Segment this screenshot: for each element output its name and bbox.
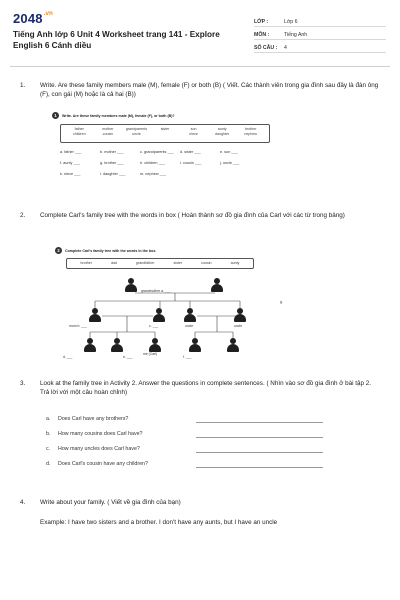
tree-label: grandmother a. ___ bbox=[141, 289, 171, 293]
question-number: 3. bbox=[20, 380, 26, 387]
logo-suffix: .vn bbox=[43, 11, 54, 17]
exercise-2-title bbox=[55, 247, 156, 254]
tree-label: uncle bbox=[185, 324, 194, 328]
meta-subject-row bbox=[254, 27, 386, 40]
sub-question-letter: c. bbox=[46, 446, 51, 452]
person-icon bbox=[149, 338, 161, 352]
exercise-item: j. uncle ___ bbox=[220, 161, 240, 165]
box-word bbox=[151, 132, 180, 136]
meta-count-label: SỐ CÂU : bbox=[254, 45, 278, 51]
answer-line[interactable] bbox=[196, 422, 323, 423]
exercise-item: g. brother ___ bbox=[100, 161, 124, 165]
header-divider bbox=[10, 66, 390, 67]
box-word: grandfather bbox=[136, 261, 155, 265]
word-box-1 bbox=[60, 124, 270, 143]
sub-question-text: Does Carl have any brothers? bbox=[58, 416, 129, 422]
meta-class-label: LỚP : bbox=[254, 19, 269, 25]
box-word: mother bbox=[102, 127, 114, 131]
person-icon bbox=[125, 278, 137, 292]
exercise-1-items bbox=[60, 150, 260, 183]
box-word: cousin bbox=[102, 132, 114, 136]
answer-line[interactable] bbox=[196, 467, 323, 468]
exercise-item: e. son ___ bbox=[220, 150, 238, 154]
exercise-item: m. nephew ___ bbox=[140, 172, 166, 176]
box-word: dad bbox=[110, 261, 117, 265]
exercise-item: f. aunty ___ bbox=[60, 161, 80, 165]
box-word: children bbox=[72, 132, 86, 136]
exercise-item: h. children ___ bbox=[140, 161, 165, 165]
sub-question-letter: a. bbox=[46, 416, 51, 422]
exercise-1-title bbox=[52, 112, 175, 119]
person-icon bbox=[184, 308, 196, 322]
meta-class-row bbox=[254, 14, 386, 27]
person-icon bbox=[111, 338, 123, 352]
box-word: uncle bbox=[132, 132, 141, 136]
exercise-title-text: Write. Are these family members male (M), female (F), or both (B)? bbox=[62, 113, 175, 118]
sub-question-a bbox=[46, 416, 326, 426]
exercise-title-text: Complete Carl's family tree with the words in the box. bbox=[65, 248, 157, 253]
tree-label: uncle bbox=[234, 324, 243, 328]
answer-line[interactable] bbox=[196, 437, 323, 438]
box-word: aunty bbox=[230, 261, 240, 265]
box-word: daughter bbox=[215, 132, 230, 136]
box-word: aunty bbox=[217, 127, 227, 131]
exercise-item: a. father ___ bbox=[60, 150, 82, 154]
tree-label: c. ___ bbox=[149, 324, 159, 328]
person-icon bbox=[153, 308, 165, 322]
meta-count-value: 4 bbox=[284, 45, 287, 51]
person-icon bbox=[84, 338, 96, 352]
meta-count-row bbox=[254, 40, 386, 53]
logo-text: 2048 bbox=[13, 11, 43, 26]
question-text: Look at the family tree in Activity 2. Answer the questions in complete sentences. ( Nhìn vào sơ đồ gia đình ở bài tập 2. Trả lời với một câu hoàn chỉnh) bbox=[40, 380, 371, 396]
meta-subject-value: Tiếng Anh bbox=[284, 32, 308, 38]
question-number: 2. bbox=[20, 212, 26, 219]
question-text: Write. Are these family members male (M), female (F) or both (B) ( Viết. Các thành viên trong gia đình sau đây là đàn ông (F), con gái (M) hoặc là cả hai (B)) bbox=[40, 82, 379, 98]
answer-line[interactable] bbox=[196, 452, 323, 453]
exercise-1-row bbox=[60, 172, 260, 183]
sub-question-d bbox=[46, 461, 326, 471]
exercise-item: b. mother ___ bbox=[100, 150, 124, 154]
exercise-item bbox=[220, 172, 260, 183]
box-word: nephew bbox=[244, 132, 257, 136]
exercise-item: l. daughter ___ bbox=[100, 172, 126, 176]
box-word: grandparents bbox=[125, 127, 148, 131]
question-text: Complete Carl's family tree with the words in box ( Hoàn thành sơ đồ gia đình của Carl với các từ trong bảng) bbox=[40, 212, 345, 219]
sub-question-text: Does Carl's cousin have any children? bbox=[58, 461, 148, 467]
tree-label: me (Carl) bbox=[143, 352, 158, 356]
exercise-badge: 2 bbox=[55, 247, 62, 254]
tree-label: g. bbox=[280, 300, 283, 304]
tree-label: e. ___ bbox=[123, 355, 133, 359]
exercise-item: d. sister ___ bbox=[180, 150, 201, 154]
person-icon bbox=[234, 308, 246, 322]
box-word: brother bbox=[245, 127, 257, 131]
page-title: Tiếng Anh lớp 6 Unit 4 Worksheet trang 141 - Explore English 6 Cánh diều bbox=[13, 30, 220, 50]
box-word: father bbox=[74, 127, 84, 131]
person-icon bbox=[227, 338, 239, 352]
family-tree bbox=[55, 272, 295, 364]
exercise-item: k. niece ___ bbox=[60, 172, 81, 176]
exercise-1-row bbox=[60, 150, 260, 161]
exercise-badge: 1 bbox=[52, 112, 59, 119]
tree-label: mom b. ___ bbox=[69, 324, 87, 328]
exercise-item: i. cousin ___ bbox=[180, 161, 202, 165]
sub-question-letter: d. bbox=[46, 461, 51, 467]
meta-info bbox=[254, 14, 386, 53]
box-word: sister bbox=[160, 127, 170, 131]
sub-question-c bbox=[46, 446, 326, 456]
tree-label: f. ___ bbox=[183, 355, 192, 359]
sub-question-text: How many cousins does Carl have? bbox=[58, 431, 143, 437]
tree-label: d. ___ bbox=[63, 355, 73, 359]
meta-subject-label: MÔN : bbox=[254, 32, 270, 38]
exercise-item bbox=[180, 172, 220, 183]
box-word: sister bbox=[173, 261, 183, 265]
sub-question-b bbox=[46, 431, 326, 441]
exercise-1-row bbox=[60, 161, 260, 172]
example-text: Example: I have two sisters and a brother. I don't have any aunts, but I have an uncle bbox=[40, 519, 278, 526]
word-box-2 bbox=[66, 258, 254, 269]
box-word: son bbox=[190, 127, 197, 131]
box-word: niece bbox=[189, 132, 198, 136]
person-icon bbox=[89, 308, 101, 322]
meta-class-value: Lớp 6 bbox=[284, 19, 298, 25]
sub-question-letter: b. bbox=[46, 431, 51, 437]
sub-question-text: How many uncles does Carl have? bbox=[58, 446, 140, 452]
exercise-item: c. grandparents ___ bbox=[140, 150, 174, 154]
question-number: 4. bbox=[20, 499, 26, 506]
box-word: cousin bbox=[201, 261, 212, 265]
site-logo[interactable] bbox=[13, 11, 53, 26]
person-icon bbox=[211, 278, 223, 292]
question-number: 1. bbox=[20, 82, 26, 89]
box-word: brother bbox=[80, 261, 92, 265]
question-text: Write about your family. ( Viết về gia đình của bạn) bbox=[40, 499, 181, 506]
person-icon bbox=[189, 338, 201, 352]
